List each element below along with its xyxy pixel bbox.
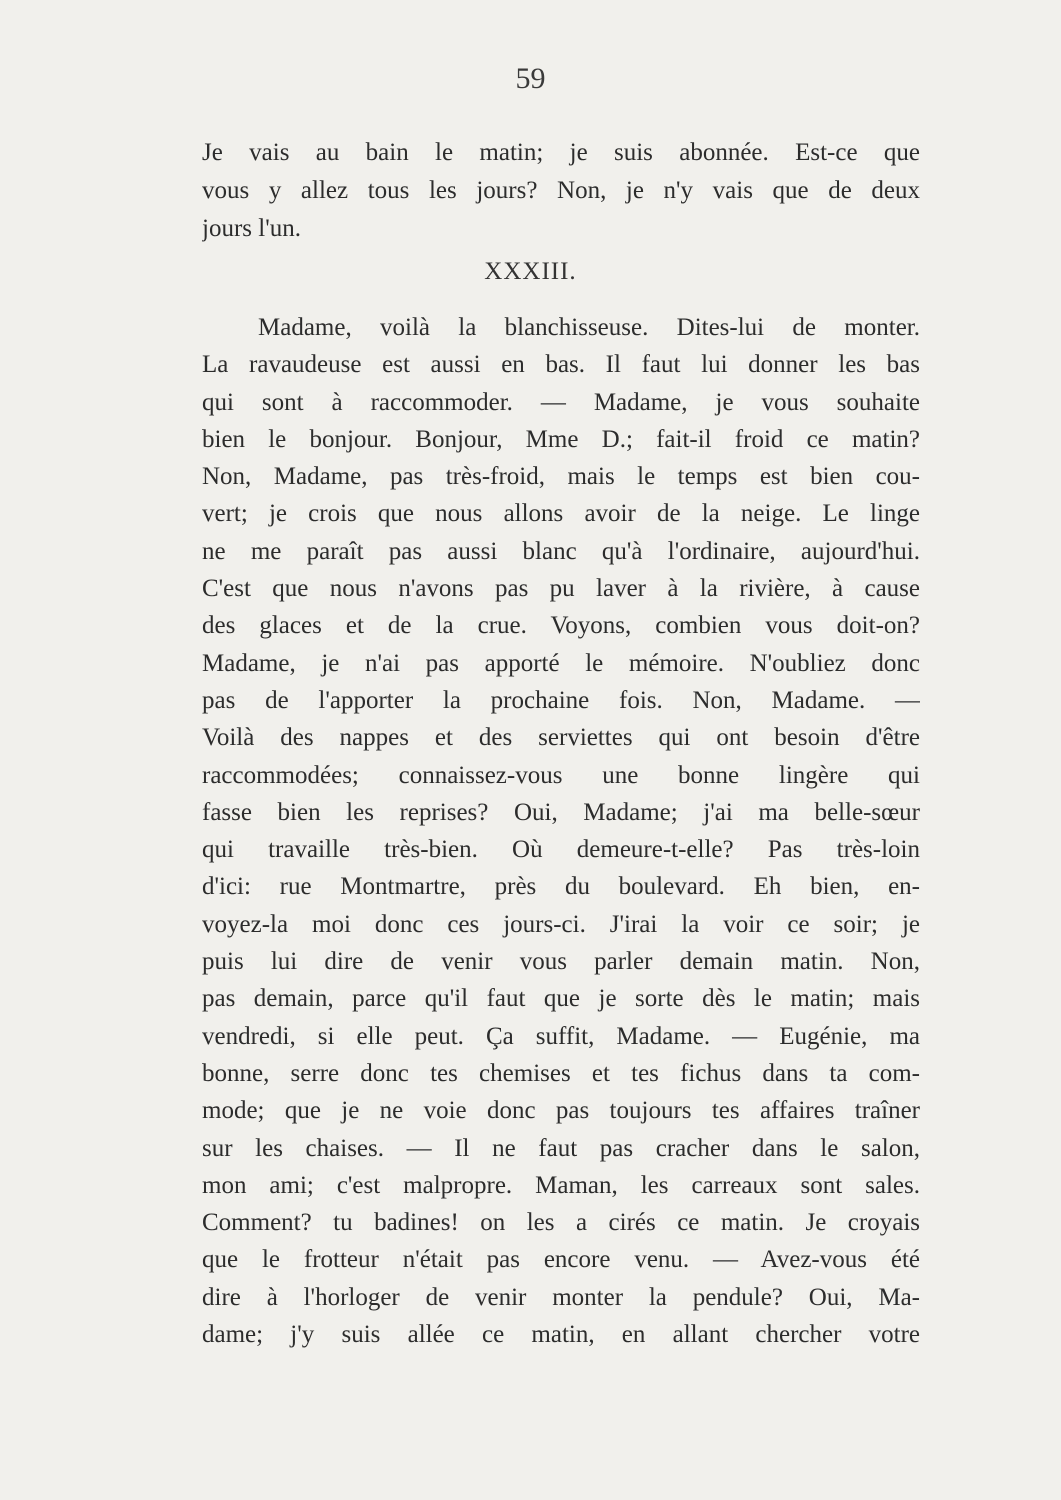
text-line: raccommodées; connaissez-vous une bonne lingère qui (202, 761, 920, 789)
text-line: fasse bien les reprises? Oui, Madame; j'ai ma belle-sœur (202, 798, 920, 826)
text-line: jours l'un. (202, 215, 301, 242)
text-line: vendredi, si elle peut. Ça suffit, Madame. — Eugénie, ma (202, 1022, 920, 1050)
text-line: Je vais au bain le matin; je suis abonnée. Est-ce que (202, 139, 920, 166)
text-line: Comment? tu badines! on les a cirés ce matin. Je croyais (202, 1209, 920, 1237)
text-line: des glaces et de la crue. Voyons, combien vous doit-on? (202, 612, 920, 640)
text-line: Madame, voilà la blanchisseuse. Dites-lui de monter. (258, 314, 920, 341)
text-line: qui travaille très-bien. Où demeure-t-elle? Pas très-loin (202, 836, 920, 864)
text-line: Voilà des nappes et des serviettes qui ont besoin d'être (202, 724, 920, 752)
text-line: mon ami; c'est malpropre. Maman, les carreaux sont sales. (202, 1171, 920, 1199)
text-line: vert; je crois que nous allons avoir de la neige. Le linge (202, 500, 920, 528)
text-line: bonne, serre donc tes chemises et tes fichus dans ta com- (202, 1059, 920, 1087)
paragraph-continued (202, 134, 920, 248)
text-line: d'ici: rue Montmartre, près du boulevard. Eh bien, en- (202, 873, 920, 901)
text-line: qui sont à raccommoder. — Madame, je vous souhaite (202, 388, 920, 416)
section-heading: XXXIII. (484, 258, 577, 285)
text-line: C'est que nous n'avons pas pu laver à la rivière, à cause (202, 575, 920, 603)
text-line: que le frotteur n'était pas encore venu. — Avez-vous été (202, 1246, 920, 1274)
text-line: bien le bonjour. Bonjour, Mme D.; fait-il froid ce matin? (202, 425, 920, 453)
text-line: ne me paraît pas aussi blanc qu'à l'ordinaire, aujourd'hui. (202, 537, 920, 565)
text-line: pas de l'apporter la prochaine fois. Non, Madame. — (202, 686, 920, 714)
paragraph-section-xxxiii (202, 309, 920, 1353)
text-line: voyez-la moi donc ces jours-ci. J'irai la voir ce soir; je (202, 910, 920, 938)
text-line: vous y allez tous les jours? Non, je n'y vais que de deux (202, 177, 920, 204)
text-line: dire à l'horloger de venir monter la pendule? Oui, Ma- (202, 1283, 920, 1311)
text-line: Madame, je n'ai pas apporté le mémoire. N'oubliez donc (202, 649, 920, 677)
page-number: 59 (515, 62, 546, 95)
text-line: La ravaudeuse est aussi en bas. Il faut lui donner les bas (202, 351, 920, 379)
text-line: mode; que je ne voie donc pas toujours tes affaires traîner (202, 1097, 920, 1125)
text-line: Non, Madame, pas très-froid, mais le temps est bien cou- (202, 463, 920, 491)
text-line: pas demain, parce qu'il faut que je sorte dès le matin; mais (202, 985, 920, 1013)
text-line: sur les chaises. — Il ne faut pas cracher dans le salon, (202, 1134, 920, 1162)
text-line: puis lui dire de venir vous parler demain matin. Non, (202, 948, 920, 976)
text-line: dame; j'y suis allée ce matin, en allant chercher votre (202, 1321, 920, 1349)
